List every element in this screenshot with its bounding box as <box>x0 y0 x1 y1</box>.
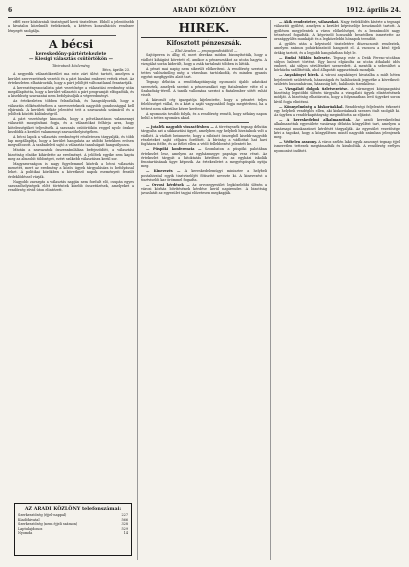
news-item <box>274 87 400 104</box>
column-1 <box>8 20 134 560</box>
phone-list <box>18 513 128 536</box>
news-item-title: — Vizsgálati dolgok üzletvezetése. <box>279 86 349 91</box>
paragraph: A negyedik választókerület ma este zárt ülést tartott, amelyen a kerület szervezetének vezetői és a párt bizalmi emberei vettek részt. Az értekezleten elhatározták, hogy a párt jelöltjét változatlanul fenntartják. <box>8 72 134 85</box>
news-item-title: — Püspöki konferencia — <box>146 147 202 152</box>
phone-label: Szerkesztőség (éjjel-nappal) <box>18 513 67 517</box>
masthead: ARADI KÖZLÖNY <box>172 7 237 14</box>
column-rule <box>137 20 138 560</box>
news-item <box>141 147 267 168</box>
news-item-text: A vármegyei közigazgatási bizottság legutóbbi ülésén tárgyalta a vizsgálati ügyek elintézésének módját. A bizottság elhatározta, hogy a folyamatban levő ügyeket soron kívül fogja elintézni. <box>274 86 400 104</box>
article-subhead: kereskedőny-pártértekezlete <box>35 51 107 57</box>
paragraph: A keresztényszocialista párt vezetősége a választási eredmény után megállapította, hogy a kerület választói a párt programját elfogadták, és a kisebbség szavazatai nem befolyásolják a végeredményt. <box>8 85 134 99</box>
news-item-text: A törvényszék tegnap délután tárgyalta azt a sikkasztási ügyet, amelyben egy helybeli hivatalnok volt a vádlott. A vádlott beismerte, hogy a rábízott összegből kisebb-nagyobb részleteket saját céljaira fordított. A bíróság a vádlottat hat havi fogházra ítélte, és az ítélet ellen a védő fellebbezést jelentett be. <box>141 125 267 147</box>
intro-paragraph: effél ezer közhivatali tisztségnél kerü tisztelésre. Ebből a jelentősebb a hivatalos közelmúlt érdekeinek, a kétéves konzultációs rendszer lényegét szolgálja. <box>8 20 134 33</box>
paragraph: A bécsi lapok a választás eredményét részletesen tárgyalják, és több lap megállapítja, hogy a kerület hangulata az utóbbi hetekben erősen megváltozott. A szabadelvű sajtó a választás tanulságait hangsúlyozza. <box>8 134 134 148</box>
paragraph: Nagyobb zavargás a választás napján nem fordult elő, csupán egyes szavazóhelyiségek előtt történtek kisebb összetűzések, amelyeket a rendőrség rövid úton elintézett. <box>8 179 134 193</box>
news-item <box>141 183 267 196</box>
phone-numbers-box <box>14 503 132 556</box>
phone-label: Szerkesztőség (nem éjjeli számon) <box>18 522 78 526</box>
column-2 <box>141 20 267 560</box>
news-item <box>274 140 400 153</box>
news-item-title: — Jutalék nagyobb visszaélésben — <box>146 125 214 130</box>
news-item <box>274 73 400 86</box>
article-body <box>8 72 134 192</box>
paragraph: Tegnap délután a rendőrkapitányság nyomozói újabb adatokat szereztek, amelyek szerint a pénzeszsákot egy fiatalember vitte el a Szabadság-térről. A tanúk vallomása szerint a fiatalember sötét ruhát viselt. <box>141 80 267 98</box>
article-byline: Táviratunk közlemény <box>52 63 90 68</box>
paragraph: A károsult cég igazgatója kijelentette, hogy a pénzért teljes felelősséget vállal, és a kárt a saját vagyonából fogja megtéríteni, ha a tettest nem sikerülne kézre keríteni. <box>141 98 267 111</box>
phone-number: 328 <box>121 522 128 526</box>
page-number: 6 <box>8 7 13 14</box>
news-item-title: — Akik rendeztetve, válaszokat. <box>279 20 340 24</box>
issue-date: 1912. április 24. <box>346 7 401 14</box>
news-item <box>274 118 400 139</box>
news-item-text: A város szélén lakó egyik asszonyt tegnap éjjel ismeretlen tettesek megtámadták és kirabolták. A rendőrség erélyes nyomozást indított. <box>274 140 400 153</box>
news-item-text: Az orvosegyesület legközelebbi ülésén a városi kórház bővítésének kérdése kerül napirendre. A bizottság javaslatát az egyesület tagjai előzetesen megkapják. <box>141 182 267 196</box>
column-3 <box>274 20 400 560</box>
phone-label: Nyomda <box>18 531 33 535</box>
phone-label: Kiadóhivatal <box>18 517 40 522</box>
paragraph: A párt vezetősége kimondta, hogy a pótválasztáson valamennyi választót mozgósítani fogja, és a választókat felhívja arra, hogy kötelességüket teljesítsék. A szavazás csütörtökön reggel nyolc órakor kezdődik a kerület valamennyi szavazóhelyiségében. <box>8 117 134 134</box>
phone-box-title: AZ ARADI KÖZLÖNY telefonszámai: <box>24 506 122 512</box>
feature-body <box>141 53 267 120</box>
feature-byline: — Első Aradon — propagandistáktól — <box>170 49 238 53</box>
news-item-text: A kereskedelemügyi miniszter a helybeli postahivatal egyik tisztviselőjét főtisztté nevezte ki. A kinevezést a tisztviselői kar örömmel fogadta. <box>141 169 267 182</box>
news-item-title: — Könnyelműség a kiskorúakkal. <box>279 104 344 109</box>
paragraph: A pénzt mai napig nem sikerült előkeríteni. A rendőrség szerint a tettes valószínűleg még a városban tartózkodik, és minden gyanús egyént megfigyelés alatt tart. <box>141 66 267 80</box>
news-items <box>141 125 267 196</box>
news-item-title: — Védtelen asszony. <box>279 140 318 145</box>
phone-number: 529 <box>121 526 128 531</box>
divider <box>141 37 267 38</box>
article-headline: A bécsi <box>48 37 94 51</box>
paragraph: Miután a szavazatok összeszámlálása befejeződött, a választási bizottság elnöke kihirdette az eredményt. A jelöltek egyike sem kapta meg az abszolút többséget, ezért szűkebb választásra kerül sor. <box>8 148 134 161</box>
divider <box>26 35 116 36</box>
news-item-text: A városi anyakönyvi hivatalba a múlt héten bejelentett születések, házasságok és halálozások jegyzéke a következő: születés huszonhárom, házasság hét, halálozás tizenkilenc. <box>274 73 400 86</box>
news-item <box>141 125 267 146</box>
running-head <box>8 7 401 18</box>
news-item-title: — Kinevezés — <box>146 169 181 174</box>
article-subhead-2: — Kiesigi választás csütörtökön — <box>29 57 113 63</box>
news-item-text: A gyűlés után a képviselő tiszteletére díszvacsorát rendeztek, amelyen számos pohárköszöntő hangzott el. A vacsora a késő éjjeli órákig tartott, és a legjobb hangulatban folyt le. <box>274 42 400 55</box>
news-item-text: Szombaton a püspöki palotában értekezlet lesz, amelyen az egyházmegye papsága vesz részt. Az értekezlet tárgyát a hitoktatás kérdései és az egyházi iskolák fenntartásának ügye képezik. Az értekezletet a megyéspüspök nyitja meg. <box>141 147 267 169</box>
news-item-text: Nagy érdeklődés kísérte a tegnapi választói gyűlést, amelyen a kerület képviselője beszámolót tartott. A gyűlésen megjelentek a város előkelőségei, és a beszámolót nagy tetszéssel fogadták. A képviselő hosszabb beszédben ismertette az országgyűlés munkáját és a legközelebbi hónapok teendőit. <box>274 20 400 42</box>
divider <box>159 122 249 123</box>
section-title: HIREK. <box>178 21 230 35</box>
column-rule <box>270 20 271 560</box>
paragraph: Magyarországon is nagy figyelemmel kísérik a bécsi választás menetét, mert az eredmény a közös ügyek tárgyalására is befolyással lehet. A politikai körökben a következő napok eseményeit feszült érdeklődéssel várják. <box>8 161 134 179</box>
phone-row <box>18 531 128 536</box>
article-dateline: Bécs, április 23. <box>102 68 130 72</box>
news-item-title: — Orvosi kérdések — <box>146 182 190 187</box>
news-item <box>274 56 400 73</box>
phone-number: 566 <box>121 517 128 522</box>
news-item <box>141 169 267 182</box>
feature-headline: Kifosztott pénzeszsák. <box>166 40 242 47</box>
news-item-text: Az aradi kereskedelmi alkalmazottak egyesülete vasárnap délután közgyűlést tart, amelyen a vasárnapi munkaszünet kérdését tárgyalják. Az egyesület vezetősége kéri a tagokat, hogy a közgyűlésen minél nagyobb számban jelenjenek meg. <box>274 118 400 140</box>
news-item-text: Rendőrségi feljelentés érkezett egy helybeli vendéglős ellen, aki kiskorúaknak szeszes italt szolgált ki. Az ügyben a rendőrkapitányság megindította az eljárást. <box>274 104 400 118</box>
news-item-title: — A kereskedelmi alkalmazottak. <box>279 118 352 123</box>
paragraph: Sajtóperen is állig él, mert derekas módon bizonyították, hogy a vádlott kihágást követett el, amikor a pénzeszsákot az utcán hagyta. A vizsgálat során kiderült, hogy a zsák tartalmát többen is látták. <box>141 53 267 66</box>
news-items <box>274 20 400 153</box>
paragraph: Az értekezleten többen felszólaltak, és hangsúlyozták, hogy a választás előkészítésében a szervezeteknek nagyobb gondossággal kell eljárniuk. A kerületi titkár jelentést tett a szavazatok számáról és a jelöltek közötti különbségről. <box>8 99 134 117</box>
news-item-title: — Anyakönyvi hírek. <box>279 73 320 78</box>
paragraph: A nyomozás tovább folyik, és a rendőrség reméli, hogy néhány napon belül a tettes nyomára akad. <box>141 111 267 120</box>
news-item-title: — Budai Miklós balesete. <box>279 55 331 60</box>
news-item-text: Tegnap este a Deák Ferenc-utcában súlyos baleset történt. Egy kocsi elgázolta az utcán áthaladó idős embert, aki súlyos sérüléseket szenvedett. A mentők a sebesültet a kórházba szállították, ahol állapotát aggasztónak mondják. <box>274 55 400 73</box>
phone-label: Laptulajdonos <box>18 526 43 531</box>
news-item <box>274 105 400 118</box>
phone-number: 227 <box>121 513 128 517</box>
phone-number: 14 <box>123 531 128 535</box>
news-item <box>274 42 400 55</box>
news-item <box>274 20 400 41</box>
